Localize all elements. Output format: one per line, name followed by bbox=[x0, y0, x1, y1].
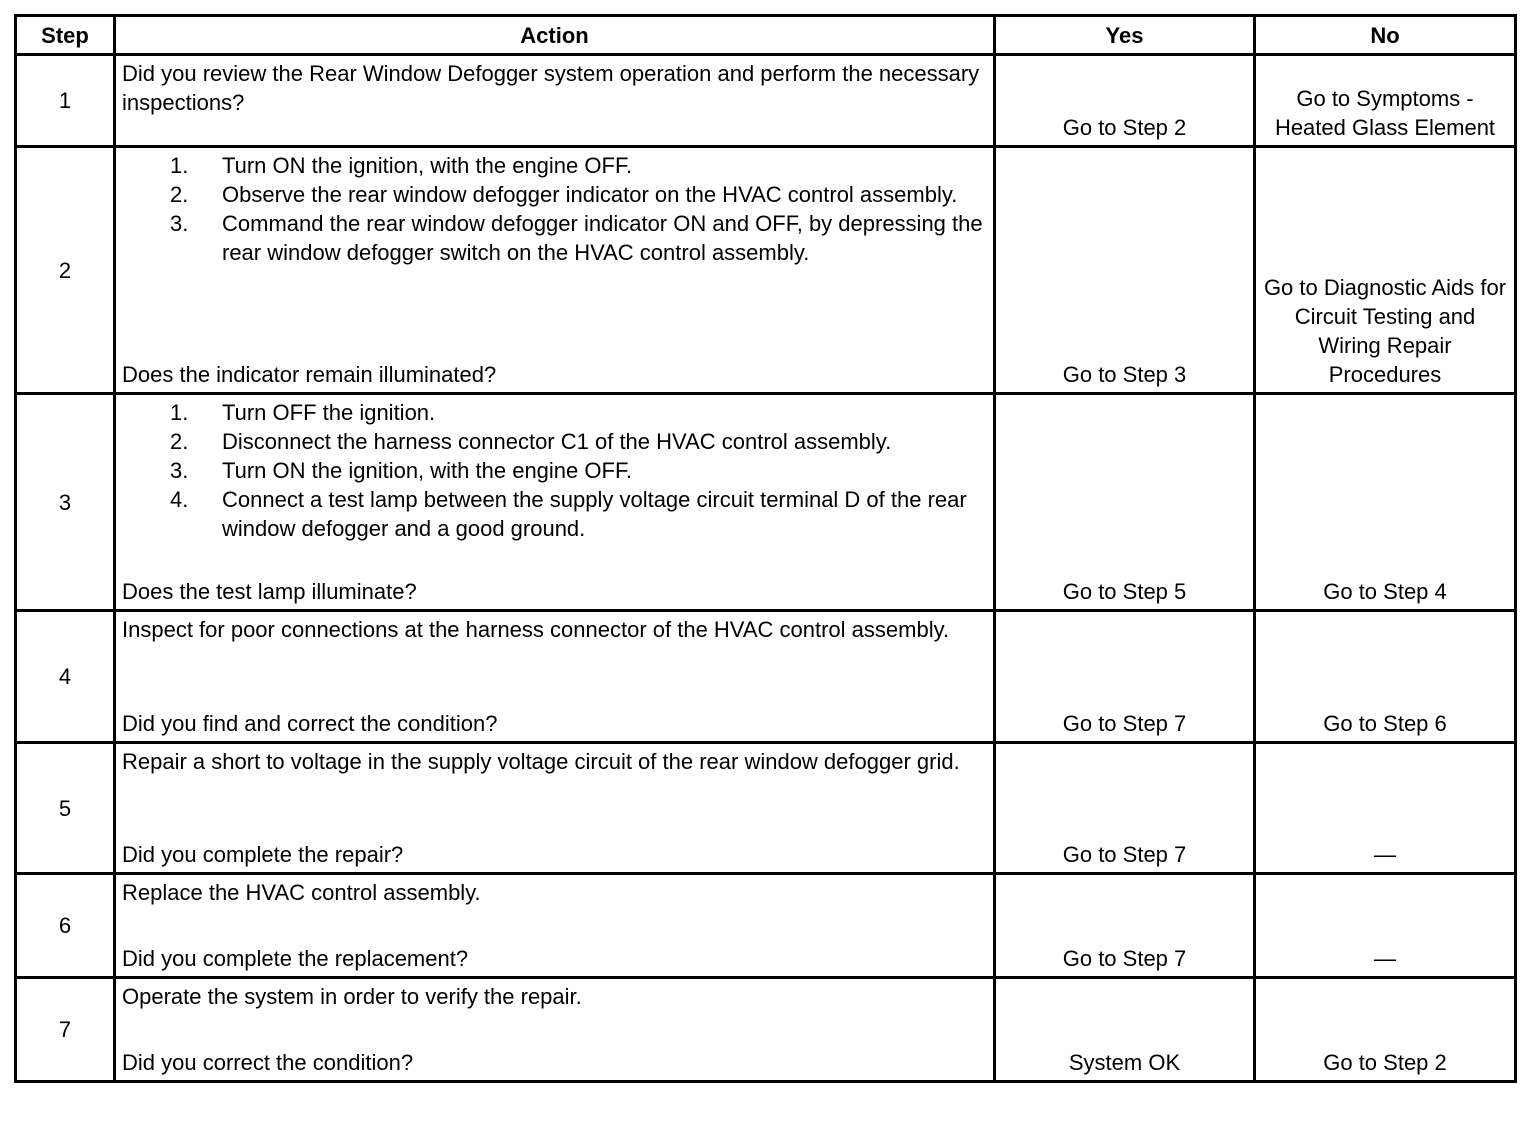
list-text: Turn OFF the ignition. bbox=[222, 400, 436, 425]
no-result: Go to Step 2 bbox=[1255, 978, 1516, 1082]
header-no: No bbox=[1255, 16, 1516, 55]
step-number: 7 bbox=[16, 978, 115, 1082]
action-question: Does the indicator remain illuminated? bbox=[122, 362, 497, 387]
list-item bbox=[122, 456, 987, 485]
yes-result: Go to Step 5 bbox=[995, 394, 1255, 611]
list-text: Turn ON the ignition, with the engine OFF. bbox=[222, 153, 633, 178]
table-row bbox=[16, 611, 1516, 743]
list-item bbox=[122, 151, 987, 180]
action-question: Did you complete the repair? bbox=[122, 842, 404, 867]
list-item bbox=[122, 398, 987, 427]
header-yes: Yes bbox=[995, 16, 1255, 55]
table-row bbox=[16, 874, 1516, 978]
list-number: 3. bbox=[170, 211, 189, 236]
action-question: Does the test lamp illuminate? bbox=[122, 579, 417, 604]
list-item bbox=[122, 180, 987, 209]
yes-result: Go to Step 2 bbox=[995, 55, 1255, 147]
action-intro: Operate the system in order to verify the repair. bbox=[122, 984, 582, 1009]
list-text: Disconnect the harness connector C1 of the HVAC control assembly. bbox=[222, 429, 892, 454]
diagnostic-table bbox=[14, 14, 1517, 1083]
list-item bbox=[122, 427, 987, 456]
list-text: Connect a test lamp between the supply voltage circuit terminal D of the rear window defogger and a good ground. bbox=[222, 487, 967, 541]
action-steps bbox=[122, 151, 987, 267]
action-cell bbox=[115, 611, 995, 743]
action-question: Did you correct the condition? bbox=[122, 1050, 414, 1075]
list-item bbox=[122, 209, 987, 267]
action-cell bbox=[115, 55, 995, 147]
action-cell bbox=[115, 978, 995, 1082]
action-cell bbox=[115, 394, 995, 611]
yes-result: Go to Step 7 bbox=[995, 743, 1255, 874]
no-result: — bbox=[1255, 874, 1516, 978]
list-text: Command the rear window defogger indicator ON and OFF, by depressing the rear window defogger switch on the HVAC control assembly. bbox=[222, 211, 983, 265]
action-cell bbox=[115, 743, 995, 874]
header-row bbox=[16, 16, 1516, 55]
step-number: 3 bbox=[16, 394, 115, 611]
list-number: 3. bbox=[170, 458, 189, 483]
yes-result: System OK bbox=[995, 978, 1255, 1082]
no-result: Go to Symptoms - Heated Glass Element bbox=[1255, 55, 1516, 147]
no-result: Go to Diagnostic Aids for Circuit Testing and Wiring Repair Procedures bbox=[1255, 147, 1516, 394]
table-row bbox=[16, 978, 1516, 1082]
yes-result: Go to Step 7 bbox=[995, 874, 1255, 978]
no-result: Go to Step 4 bbox=[1255, 394, 1516, 611]
step-number: 5 bbox=[16, 743, 115, 874]
action-intro: Repair a short to voltage in the supply voltage circuit of the rear window defogger grid. bbox=[122, 749, 960, 774]
list-item bbox=[122, 485, 987, 543]
list-text: Observe the rear window defogger indicator on the HVAC control assembly. bbox=[222, 182, 958, 207]
list-number: 2. bbox=[170, 182, 189, 207]
action-steps bbox=[122, 398, 987, 543]
header-action: Action bbox=[115, 16, 995, 55]
header-step: Step bbox=[16, 16, 115, 55]
no-result: Go to Step 6 bbox=[1255, 611, 1516, 743]
list-number: 1. bbox=[170, 400, 189, 425]
table-row bbox=[16, 147, 1516, 394]
list-number: 1. bbox=[170, 153, 189, 178]
action-intro: Did you review the Rear Window Defogger system operation and perform the necessary inspections? bbox=[122, 61, 980, 115]
yes-result: Go to Step 3 bbox=[995, 147, 1255, 394]
action-question: Did you find and correct the condition? bbox=[122, 711, 498, 736]
step-number: 4 bbox=[16, 611, 115, 743]
action-cell bbox=[115, 147, 995, 394]
table-row bbox=[16, 55, 1516, 147]
table-row bbox=[16, 394, 1516, 611]
table-row bbox=[16, 743, 1516, 874]
list-text: Turn ON the ignition, with the engine OFF. bbox=[222, 458, 633, 483]
list-number: 4. bbox=[170, 487, 189, 512]
step-number: 1 bbox=[16, 55, 115, 147]
action-cell bbox=[115, 874, 995, 978]
step-number: 6 bbox=[16, 874, 115, 978]
action-intro: Inspect for poor connections at the harness connector of the HVAC control assembly. bbox=[122, 617, 950, 642]
list-number: 2. bbox=[170, 429, 189, 454]
action-intro: Replace the HVAC control assembly. bbox=[122, 880, 481, 905]
yes-result: Go to Step 7 bbox=[995, 611, 1255, 743]
action-question: Did you complete the replacement? bbox=[122, 946, 469, 971]
no-result: — bbox=[1255, 743, 1516, 874]
step-number: 2 bbox=[16, 147, 115, 394]
